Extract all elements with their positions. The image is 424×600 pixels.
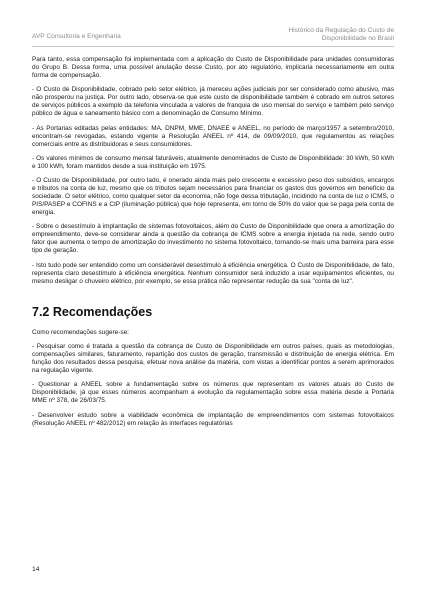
body-paragraph: - Isto tudo pode ser entendido como um considerável desestímulo à eficiência energética. O Custo de Disponibilidade, de fato, representa claro desestímulo à eficiência energética. Nenhum consumidor será induzido a usar equipamentos eficientes, ou mesmo desligar o chuveiro elétrico, por exemplo, se essa prática não representar redução da sua "conta de luz". (32, 261, 394, 285)
body-paragraph: Como recomendações sugere-se: (32, 328, 129, 336)
page-body (32, 56, 394, 434)
document-title-line-2: Disponibilidade no Brasil (321, 35, 394, 43)
body-paragraph: - Questionar a ANEEL sobre a fundamentação sobre os números que representam os valores atuais do Custo de Disponibilidade, já que esses números acompanham a evolução da regulamentação sobre essa matéria desde a Portaria MME nº 378, de 26/03/75. (32, 381, 394, 405)
body-paragraph: - Os valores mínimos de consumo mensal faturáveis, atualmente denominados de Custo de Disponibilidade: 30 kWh, 50 kWh e 100 kWh, foram mantidos desde a sua instituição em 1975. (32, 154, 394, 170)
page-header (0, 0, 424, 52)
company-name: AVP Consultoria e Engenharia (32, 33, 121, 40)
body-paragraph: - O Custo de Disponibilidade, por outro lado, é onerado ainda mais pelo crescente e excessivo peso dos subsídios, encargos e tributos na conta de luz, mesmo que os tributos sejam necessários para financiar os gastos dos governos em benefício da sociedade. O setor elétrico, como qualquer setor da economia, não foge dessa tributação, incidindo na conta de luz o ICMS, o PIS/PASEP e COFINS e a CIP (iluminação pública) que hoje representa, em torno de 50% do valor que se paga pela conta de energia. (32, 177, 394, 217)
document-title-line-1: Histórico da Regulação do Custo de (288, 27, 394, 34)
header-divider (32, 46, 394, 47)
page-number: 14 (32, 566, 40, 573)
body-paragraph: - Sobre o desestímulo à implantação de sistemas fotovoltaicos, além do Custo de Disponibilidade que onera a amortização do empreendimento, deve-se considerar ainda a questão da cobrança de ICMS sobre a energia injetada na rede, sendo outro fator que aumenta o tempo de amortização do investimento no sistema fotovoltaico, tornando-se mais uma barreira para esse tipo de geração. (32, 223, 394, 255)
body-paragraph: - Pesquisar como é tratada a questão da cobrança de Custo de Disponibilidade em outros países, quais as metodologias, compensações similares, faturamento, repartição dos custos de geração, transmissão e distribuição de energia elétrica. Em função dos resultados dessa pesquisa, efetuar nova análise da matéria, com vistas a identificar pontos a serem aprimorados na regulação vigente. (32, 343, 394, 375)
body-paragraph: - As Portarias editadas pelas entidades: MA, DNPM, MME, DNAEE e ANEEL, no período de março/1957 a setembro/2010, encontram-se revogadas, estando vigente a Resolução ANEEL nº 414, de 09/09/2010, que regulamentou as relações comerciais entre as distribuidoras e seus consumidores. (32, 124, 394, 148)
body-paragraph: - Desenvolver estudo sobre a viabilidade econômica de implantação de empreendimentos com sistemas fotovoltaicos (Resolução ANEEL nº 482/2012) em relação às interfaces regulatórias (32, 411, 394, 427)
body-paragraph: Para tanto, essa compensação foi implementada com a aplicação do Custo de Disponibilidade para unidades consumidoras do Grupo B. Dessa forma, uma possível anulação desse Custo, por ato regulatório, implicaria necessariamente em outra forma de compensação. (32, 56, 394, 79)
section-heading: 7.2 Recomendações (32, 304, 153, 319)
body-paragraph: - O Custo de Disponibilidade, cobrado pelo setor elétrico, já mereceu ações judiciais por ser considerado como abusivo, mas não prosperou na justiça. Por outro lado, observa-se que este custo de disponibilidade também é cobrado em outros setores de serviços públicos a exemplo da telefonia vinculada a valores de franquia de uso mensal do serviço e também pelo serviço público de água e saneamento básico com a denominação de Consumo Mínimo. (32, 86, 394, 118)
document-title (244, 27, 394, 44)
